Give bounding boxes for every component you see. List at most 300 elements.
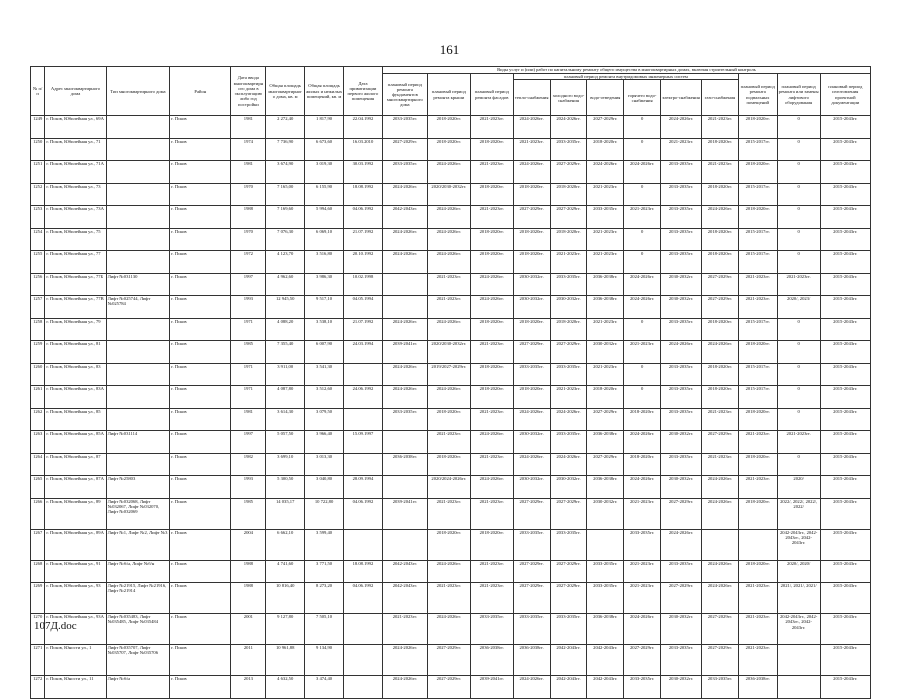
cell-heat-period: 2033-2035гг. xyxy=(513,614,550,645)
table-row xyxy=(31,228,871,251)
cell-year-built: 2011 xyxy=(231,645,266,676)
cell-row-number: 1266 xyxy=(31,498,45,529)
cell-privatization-date xyxy=(343,363,382,386)
cell-hot-water-period: 2021-2023гг. xyxy=(624,583,661,614)
cell-privatization-date: 22.04.1992 xyxy=(343,116,382,139)
table-row xyxy=(31,341,871,364)
table-row xyxy=(31,476,871,499)
cell-heat-period: 2033-2035гг. xyxy=(513,529,550,560)
cell-gas-period: 2018-2020гг. xyxy=(701,228,738,251)
cell-facade-period: 2024-2026гг. xyxy=(470,273,513,296)
cell-facade-period: 2021-2023гг. xyxy=(470,408,513,431)
cell-electric-period: 2033-2035гг. xyxy=(661,228,702,251)
cell-roof-period: 2018-2020гг. xyxy=(427,408,470,431)
cell-elevator-period: 0 xyxy=(777,206,820,229)
cell-address: г. Псков, Юбилейная ул., 85А xyxy=(45,431,106,454)
cell-sewer-period: 2021-2023гг. xyxy=(587,363,624,386)
cell-privatization-date: 04.06.1992 xyxy=(343,583,382,614)
cell-foundation-period: 2042-2043гг. xyxy=(382,560,427,583)
cell-elevator-period: 0 xyxy=(777,116,820,139)
cell-elevator-period xyxy=(777,676,820,699)
cell-facade-period: 2021-2023гг. xyxy=(470,161,513,184)
cell-district: г. Псков xyxy=(170,116,231,139)
table-row xyxy=(31,251,871,274)
cell-design-docs-period: 2015-2043гг. xyxy=(820,296,870,319)
cell-total-area: 2 272,40 xyxy=(266,116,305,139)
cell-cold-water-period: 2027-2029гг. xyxy=(550,583,587,614)
cell-electric-period: 2030-2032гг. xyxy=(661,296,702,319)
cell-basement-period: 2018-2020гг. xyxy=(738,498,777,529)
cell-gas-period xyxy=(701,529,738,560)
cell-gas-period: 2018-2020гг. xyxy=(701,251,738,274)
cell-facade-period: 2033-2035гг. xyxy=(470,614,513,645)
cell-house-type xyxy=(106,228,169,251)
cell-address: г. Псков, Юбилейная ул., 85 xyxy=(45,408,106,431)
capital-repair-table xyxy=(30,66,871,699)
cell-basement-period: 2021-2023гг. xyxy=(738,296,777,319)
cell-row-number: 1268 xyxy=(31,560,45,583)
cell-sewer-period: 2036-2038гг. xyxy=(587,614,624,645)
cell-hot-water-period: 0 xyxy=(624,183,661,206)
cell-total-area: 3 911,00 xyxy=(266,363,305,386)
cell-design-docs-period: 2015-2043гг. xyxy=(820,614,870,645)
cell-living-area: 3 512,60 xyxy=(305,386,344,409)
cell-total-area: 4 123,70 xyxy=(266,251,305,274)
cell-cold-water-period: 2027-2029гг. xyxy=(550,161,587,184)
cell-basement-period: 2015-2017гг. xyxy=(738,318,777,341)
cell-electric-period: 2030-2032гг. xyxy=(661,431,702,454)
cell-privatization-date: 18.08.1992 xyxy=(343,560,382,583)
cell-foundation-period: 2042-2043гг. xyxy=(382,206,427,229)
table-row xyxy=(31,498,871,529)
cell-foundation-period: 2027-2029гг. xyxy=(382,138,427,161)
cell-living-area: 3 040,80 xyxy=(305,476,344,499)
cell-facade-period: 2021-2023гг. xyxy=(470,206,513,229)
cell-total-area: 5 057,50 xyxy=(266,431,305,454)
cell-privatization-date: 21.07.1992 xyxy=(343,228,382,251)
cell-address: г. Псков, Юбилейная ул., 81 xyxy=(45,341,106,364)
cell-privatization-date: 04.06.1992 xyxy=(343,498,382,529)
cell-roof-period: 2021-2023гг. xyxy=(427,498,470,529)
cell-house-type: Лифт №21915, Лифт №21916, Лифт №21914 xyxy=(106,583,169,614)
cell-elevator-period: 2042-2043гг., 2042-2043гг., 2042-2043гг. xyxy=(777,614,820,645)
table-row xyxy=(31,116,871,139)
cell-elevator-period: 0 xyxy=(777,341,820,364)
cell-living-area: 3 079,50 xyxy=(305,408,344,431)
cell-gas-period: 2021-2023гг. xyxy=(701,161,738,184)
cell-hot-water-period: 0 xyxy=(624,138,661,161)
cell-roof-period: 2018-2020гг. xyxy=(427,529,470,560)
cell-house-type xyxy=(106,341,169,364)
cell-privatization-date: 21.07.1992 xyxy=(343,318,382,341)
cell-hot-water-period: 0 xyxy=(624,228,661,251)
cell-address: г. Псков, Юбилейная ул., 77В xyxy=(45,296,106,319)
cell-roof-period: 2024-2026гг. xyxy=(427,228,470,251)
cell-total-area: 7 736,90 xyxy=(266,138,305,161)
cell-address: г. Псков, Юбилейная ул., 79 xyxy=(45,318,106,341)
cell-living-area: 3 599,40 xyxy=(305,529,344,560)
cell-living-area: 3 516,80 xyxy=(305,251,344,274)
cell-year-built: 1971 xyxy=(231,318,266,341)
cell-year-built: 2001 xyxy=(231,614,266,645)
cell-year-built: 1981 xyxy=(231,161,266,184)
cell-row-number: 1255 xyxy=(31,251,45,274)
cell-facade-period: 2021-2023гг. xyxy=(470,498,513,529)
cell-sewer-period: 2021-2023гг. xyxy=(587,183,624,206)
cell-gas-period: 2027-2029гг. xyxy=(701,273,738,296)
cell-foundation-period: 2024-2026гг. xyxy=(382,251,427,274)
cell-heat-period: 2030-2032гг. xyxy=(513,431,550,454)
cell-heat-period: 2027-2029гг. xyxy=(513,206,550,229)
cell-house-type: Лифт №031114 xyxy=(106,431,169,454)
cell-year-built: 1974 xyxy=(231,138,266,161)
cell-living-area: 3 986,30 xyxy=(305,273,344,296)
cell-electric-period: 2027-2029гг. xyxy=(661,498,702,529)
cell-cold-water-period: 2018-2020гг. xyxy=(550,183,587,206)
cell-total-area: 3 699,10 xyxy=(266,453,305,476)
cell-privatization-date xyxy=(343,453,382,476)
header-design-docs: плановый период изготовления проектной документации xyxy=(820,74,870,116)
cell-address: г. Псков, Юности ул., 11 xyxy=(45,676,106,699)
cell-living-area: 6 069,10 xyxy=(305,228,344,251)
cell-design-docs-period: 2015-2043гг. xyxy=(820,453,870,476)
cell-year-built: 1971 xyxy=(231,363,266,386)
cell-sewer-period: 2027-2029гг. xyxy=(587,408,624,431)
cell-electric-period: 2030-2032гг. xyxy=(661,676,702,699)
cell-address: г. Псков, Юбилейная ул., 73 xyxy=(45,183,106,206)
header-total-area: Общая площадь многоквартирного дома, кв. м xyxy=(266,67,305,116)
cell-roof-period: 2020/2030-2032гг. xyxy=(427,341,470,364)
cell-address: г. Псков, Юбилейная ул., 75 xyxy=(45,228,106,251)
cell-total-area: 4 087,80 xyxy=(266,386,305,409)
cell-design-docs-period: 2015-2043гг. xyxy=(820,116,870,139)
cell-design-docs-period: 2015-2043гг. xyxy=(820,676,870,699)
cell-hot-water-period: 2021-2023гг. xyxy=(624,341,661,364)
cell-total-area: 7 165,00 xyxy=(266,183,305,206)
cell-total-area: 7 076,30 xyxy=(266,228,305,251)
cell-hot-water-period: 0 xyxy=(624,318,661,341)
cell-facade-period: 2018-2020гг. xyxy=(470,386,513,409)
cell-gas-period: 2021-2023гг. xyxy=(701,116,738,139)
cell-cold-water-period: 2027-2029гг. xyxy=(550,560,587,583)
cell-address: г. Псков, Юбилейная ул., 73А xyxy=(45,206,106,229)
header-roof: плановый период ремонта крыши xyxy=(427,74,470,116)
cell-row-number: 1259 xyxy=(31,341,45,364)
cell-row-number: 1263 xyxy=(31,431,45,454)
cell-basement-period: 2036-2038гг. xyxy=(738,676,777,699)
cell-roof-period: 2024-2026гг. xyxy=(427,161,470,184)
cell-total-area: 4 962,60 xyxy=(266,273,305,296)
cell-electric-period: 2024-2026гг. xyxy=(661,116,702,139)
cell-total-area: 4 741,60 xyxy=(266,560,305,583)
cell-hot-water-period: 2024-2026гг. xyxy=(624,296,661,319)
cell-cold-water-period: 2033-2035гг. xyxy=(550,431,587,454)
cell-sewer-period: 2021-2023гг. xyxy=(587,228,624,251)
header-district: Район xyxy=(170,67,231,116)
header-living-area: Общая площадь жилых и нежилых помещений, кв. м xyxy=(305,67,344,116)
cell-design-docs-period: 2015-2043гг. xyxy=(820,138,870,161)
cell-hot-water-period: 2021-2023гг. xyxy=(624,560,661,583)
cell-heat-period: 2024-2026гг. xyxy=(513,161,550,184)
cell-basement-period: 2021-2023гг. xyxy=(738,431,777,454)
cell-privatization-date xyxy=(343,529,382,560)
cell-sewer-period: 2021-2023гг. xyxy=(587,318,624,341)
cell-facade-period: 2018-2020гг. xyxy=(470,228,513,251)
cell-living-area: 3 019,30 xyxy=(305,161,344,184)
table-row xyxy=(31,583,871,614)
cell-sewer-period: 2036-2038гг. xyxy=(587,273,624,296)
cell-foundation-period: 2033-2035гг. xyxy=(382,161,427,184)
cell-hot-water-period: 2033-2035гг. xyxy=(624,676,661,699)
cell-row-number: 1271 xyxy=(31,645,45,676)
cell-privatization-date: 30.03.1992 xyxy=(343,161,382,184)
cell-hot-water-period: 2024-2026гг. xyxy=(624,614,661,645)
cell-row-number: 1264 xyxy=(31,453,45,476)
cell-district: г. Псков xyxy=(170,431,231,454)
cell-basement-period: 2015-2017гг. xyxy=(738,228,777,251)
cell-cold-water-period: 2021-2023гг. xyxy=(550,251,587,274)
cell-design-docs-period: 2015-2043гг. xyxy=(820,386,870,409)
cell-foundation-period: 2033-2035гг. xyxy=(382,408,427,431)
cell-gas-period: 2024-2026гг. xyxy=(701,476,738,499)
cell-heat-period: 2018-2020гг. xyxy=(513,251,550,274)
cell-address: г. Псков, Юбилейная ул., 87 xyxy=(45,453,106,476)
cell-row-number: 1250 xyxy=(31,138,45,161)
cell-facade-period: 2039-2041гг. xyxy=(470,676,513,699)
cell-elevator-period: 0 xyxy=(777,161,820,184)
table-row xyxy=(31,161,871,184)
cell-heat-period: 2030-2032гг. xyxy=(513,476,550,499)
cell-hot-water-period: 2018-2020гг. xyxy=(624,408,661,431)
cell-design-docs-period: 2015-2043гг. xyxy=(820,645,870,676)
cell-privatization-date: 24.03.1994 xyxy=(343,341,382,364)
cell-address: г. Псков, Юбилейная ул., 71А xyxy=(45,161,106,184)
cell-foundation-period: 2021-2023гг. xyxy=(382,614,427,645)
cell-electric-period: 2024-2026гг. xyxy=(661,529,702,560)
cell-facade-period: 2021-2023гг. xyxy=(470,341,513,364)
cell-elevator-period: 0 xyxy=(777,251,820,274)
cell-sewer-period xyxy=(587,529,624,560)
cell-house-type: Лифт №б/н xyxy=(106,676,169,699)
cell-district: г. Псков xyxy=(170,138,231,161)
cell-row-number: 1252 xyxy=(31,183,45,206)
cell-elevator-period: 2020/, 2020/ xyxy=(777,560,820,583)
cell-basement-period: 2015-2017гг. xyxy=(738,251,777,274)
cell-year-built: 2004 xyxy=(231,529,266,560)
cell-electric-period: 2033-2035гг. xyxy=(661,206,702,229)
table-row xyxy=(31,273,871,296)
cell-sewer-period: 2021-2023гг. xyxy=(587,251,624,274)
cell-design-docs-period: 2015-2043гг. xyxy=(820,341,870,364)
cell-hot-water-period: 2021-2023гг. xyxy=(624,206,661,229)
table-row xyxy=(31,560,871,583)
cell-row-number: 1260 xyxy=(31,363,45,386)
table-row xyxy=(31,453,871,476)
cell-roof-period: 2018-2020гг. xyxy=(427,453,470,476)
cell-year-built: 1981 xyxy=(231,116,266,139)
cell-basement-period: 2018-2020гг. xyxy=(738,341,777,364)
cell-electric-period: 2033-2035гг. xyxy=(661,453,702,476)
cell-hot-water-period: 2024-2026гг. xyxy=(624,161,661,184)
cell-row-number: 1249 xyxy=(31,116,45,139)
cell-elevator-period: 0 xyxy=(777,453,820,476)
cell-house-type: Лифт №031130 xyxy=(106,273,169,296)
header-heat: тепло-снабжения xyxy=(513,80,550,116)
cell-hot-water-period: 2024-2026гг. xyxy=(624,476,661,499)
cell-year-built: 1970 xyxy=(231,183,266,206)
table-row xyxy=(31,676,871,699)
cell-basement-period: 2015-2017гг. xyxy=(738,363,777,386)
cell-gas-period: 2027-2029гг. xyxy=(701,431,738,454)
cell-district: г. Псков xyxy=(170,498,231,529)
cell-foundation-period xyxy=(382,273,427,296)
cell-facade-period: 2024-2026гг. xyxy=(470,476,513,499)
table-row xyxy=(31,206,871,229)
cell-electric-period: 2027-2029гг. xyxy=(661,583,702,614)
cell-district: г. Псков xyxy=(170,183,231,206)
cell-heat-period: 2018-2020гг. xyxy=(513,228,550,251)
cell-district: г. Псков xyxy=(170,296,231,319)
cell-row-number: 1254 xyxy=(31,228,45,251)
cell-district: г. Псков xyxy=(170,251,231,274)
cell-total-area: 6 662,10 xyxy=(266,529,305,560)
cell-cold-water-period: 2033-2035гг. xyxy=(550,138,587,161)
cell-privatization-date xyxy=(343,676,382,699)
cell-house-type xyxy=(106,161,169,184)
cell-row-number: 1270 xyxy=(31,614,45,645)
cell-foundation-period: 2024-2026гг. xyxy=(382,676,427,699)
cell-hot-water-period: 0 xyxy=(624,363,661,386)
cell-roof-period: 2019/2027-2029гг. xyxy=(427,363,470,386)
cell-house-type xyxy=(106,183,169,206)
cell-design-docs-period: 2015-2043гг. xyxy=(820,183,870,206)
cell-sewer-period: 2033-2035гг. xyxy=(587,583,624,614)
cell-year-built: 1985 xyxy=(231,341,266,364)
cell-district: г. Псков xyxy=(170,318,231,341)
cell-design-docs-period: 2015-2043гг. xyxy=(820,363,870,386)
cell-house-type: Лифт №032068, Лифт №032067, Лифт №032070, Лифт №032069 xyxy=(106,498,169,529)
cell-facade-period: 2024-2026гг. xyxy=(470,296,513,319)
cell-cold-water-period: 2033-2035гг. xyxy=(550,363,587,386)
cell-total-area: 10 961,88 xyxy=(266,645,305,676)
cell-facade-period: 2018-2020гг. xyxy=(470,363,513,386)
cell-electric-period: 2033-2035гг. xyxy=(661,645,702,676)
cell-hot-water-period: 0 xyxy=(624,386,661,409)
cell-roof-period: 2018-2020гг. xyxy=(427,116,470,139)
cell-district: г. Псков xyxy=(170,386,231,409)
header-sewer: водо-отведения xyxy=(587,80,624,116)
cell-foundation-period: 2024-2026гг. xyxy=(382,386,427,409)
cell-living-area: 6 155,90 xyxy=(305,183,344,206)
table-row xyxy=(31,138,871,161)
cell-privatization-date: 20.10.1992 xyxy=(343,251,382,274)
cell-facade-period: 2018-2020гг. xyxy=(470,251,513,274)
cell-elevator-period: 0 xyxy=(777,228,820,251)
cell-electric-period: 2033-2035гг. xyxy=(661,408,702,431)
cell-elevator-period: 2021-2023гг. xyxy=(777,273,820,296)
cell-facade-period: 2036-2038гг. xyxy=(470,645,513,676)
cell-privatization-date xyxy=(343,614,382,645)
cell-total-area: 4 632,50 xyxy=(266,676,305,699)
cell-house-type xyxy=(106,116,169,139)
cell-privatization-date: 15.09.1997 xyxy=(343,431,382,454)
cell-cold-water-period: 2042-2043гг. xyxy=(550,676,587,699)
cell-heat-period: 2027-2029гг. xyxy=(513,498,550,529)
cell-basement-period: 2021-2023гг. xyxy=(738,583,777,614)
cell-basement-period: 2021-2023гг. xyxy=(738,645,777,676)
cell-foundation-period: 2036-2038гг. xyxy=(382,453,427,476)
cell-total-area: 9 127,80 xyxy=(266,614,305,645)
cell-total-area: 5 300,50 xyxy=(266,476,305,499)
cell-foundation-period: 2024-2026гг. xyxy=(382,183,427,206)
cell-heat-period: 2018-2020гг. xyxy=(513,386,550,409)
cell-elevator-period: 0 xyxy=(777,408,820,431)
cell-year-built: 1970 xyxy=(231,228,266,251)
cell-year-built: 1997 xyxy=(231,273,266,296)
cell-living-area: 9 517,10 xyxy=(305,296,344,319)
cell-total-area: 4 088,20 xyxy=(266,318,305,341)
cell-cold-water-period: 2024-2026гг. xyxy=(550,453,587,476)
cell-basement-period: 2018-2020гг. xyxy=(738,206,777,229)
cell-design-docs-period: 2015-2043гг. xyxy=(820,318,870,341)
cell-sewer-period: 2033-2035гг. xyxy=(587,206,624,229)
cell-gas-period: 2024-2026гг. xyxy=(701,341,738,364)
cell-row-number: 1269 xyxy=(31,583,45,614)
cell-electric-period: 2033-2035гг. xyxy=(661,161,702,184)
cell-heat-period: 2027-2029гг. xyxy=(513,560,550,583)
cell-elevator-period: 0 xyxy=(777,386,820,409)
cell-address: г. Псков, Юбилейная ул., 89А xyxy=(45,529,106,560)
header-cold-water: холодного водо-снабжения xyxy=(550,80,587,116)
cell-foundation-period xyxy=(382,529,427,560)
cell-foundation-period: 2024-2026гг. xyxy=(382,228,427,251)
cell-heat-period: 2033-2035гг. xyxy=(513,363,550,386)
cell-year-built: 1993 xyxy=(231,296,266,319)
cell-cold-water-period: 2021-2023гг. xyxy=(550,386,587,409)
cell-year-built: 1972 xyxy=(231,251,266,274)
cell-address: г. Псков, Юбилейная ул., 83А xyxy=(45,386,106,409)
cell-cold-water-period: 2042-2043гг. xyxy=(550,645,587,676)
cell-cold-water-period: 2024-2026гг. xyxy=(550,116,587,139)
cell-gas-period: 2033-2035гг. xyxy=(701,676,738,699)
table-row xyxy=(31,529,871,560)
cell-elevator-period: 2021/, 2021/, 2021/ xyxy=(777,583,820,614)
cell-year-built: 1988 xyxy=(231,583,266,614)
cell-district: г. Псков xyxy=(170,408,231,431)
cell-district: г. Псков xyxy=(170,645,231,676)
cell-basement-period: 2021-2023гг. xyxy=(738,476,777,499)
cell-district: г. Псков xyxy=(170,453,231,476)
cell-row-number: 1258 xyxy=(31,318,45,341)
cell-cold-water-period: 2030-2032гг. xyxy=(550,296,587,319)
header-type: Тип многоквартирного дома xyxy=(106,67,169,116)
cell-basement-period: 2015-2017гг. xyxy=(738,138,777,161)
cell-district: г. Псков xyxy=(170,614,231,645)
footer-filename: 107Д.doc xyxy=(34,620,77,632)
cell-heat-period: 2036-2038гг. xyxy=(513,645,550,676)
cell-cold-water-period: 2033-2035гг. xyxy=(550,614,587,645)
cell-hot-water-period: 2027-2029гг. xyxy=(624,645,661,676)
cell-privatization-date: 04.06.1992 xyxy=(343,206,382,229)
cell-gas-period: 2027-2029гг. xyxy=(701,296,738,319)
cell-elevator-period: 2020/, 2023/ xyxy=(777,296,820,319)
cell-privatization-date: 18.08.1992 xyxy=(343,183,382,206)
cell-cold-water-period: 2018-2020гг. xyxy=(550,318,587,341)
cell-foundation-period: 2039-2041гг. xyxy=(382,498,427,529)
cell-heat-period: 2027-2029гг. xyxy=(513,583,550,614)
cell-basement-period: 2015-2017гг. xyxy=(738,183,777,206)
cell-year-built: 1997 xyxy=(231,431,266,454)
